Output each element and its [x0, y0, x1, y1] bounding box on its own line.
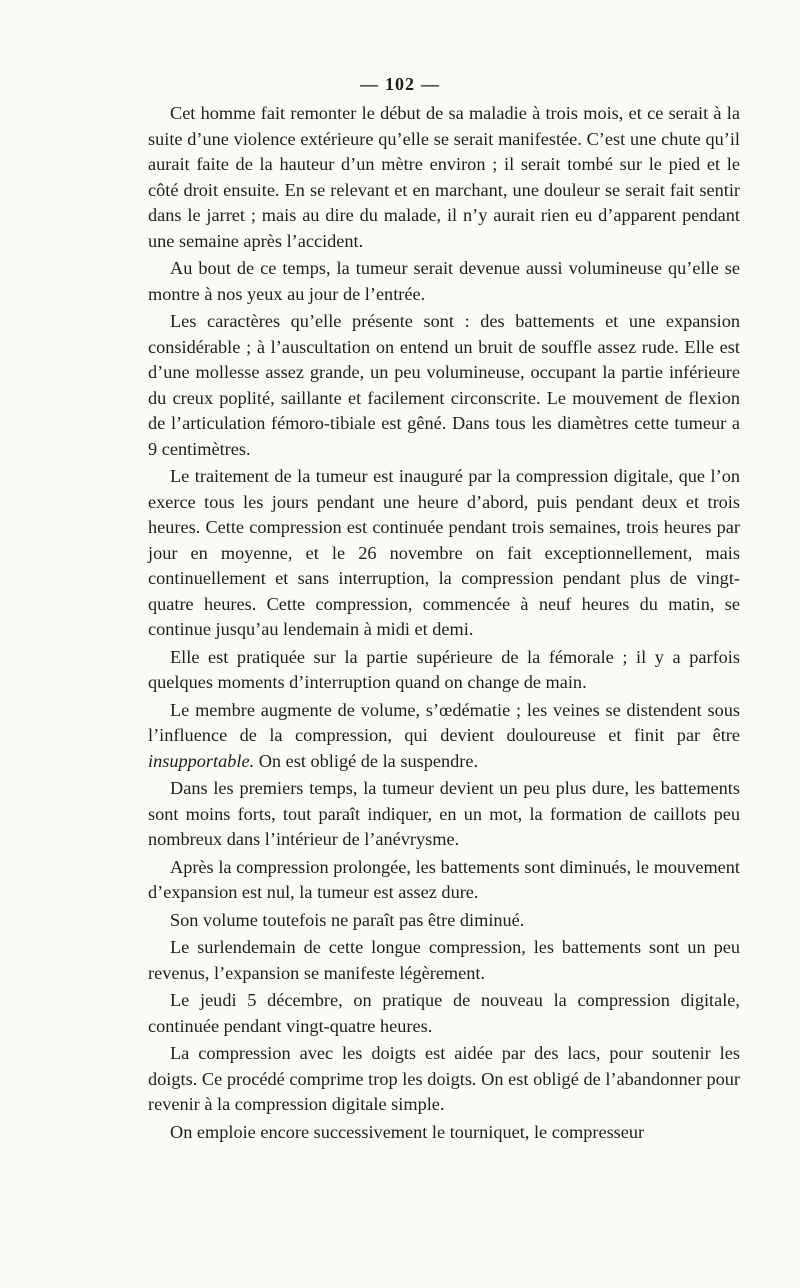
paragraph-text: Le membre augmente de volume, s’œdématie ; les veines se distendent sous l’influence de la compression, qui devient douloureuse et finit par être: [148, 699, 740, 745]
italic-emphasis: insupportable.: [148, 750, 255, 771]
paragraph: Le jeudi 5 décembre, on pratique de nouveau la compression digitale, continuée pendant vingt-quatre heures.: [148, 990, 740, 1036]
paragraph: Elle est pratiquée sur la partie supérieure de la fémorale ; il y a parfois quelques moments d’interruption quand on change de main.: [148, 646, 740, 692]
paragraph: [148, 698, 740, 775]
paragraph: Son volume toutefois ne paraît pas être diminué.: [170, 909, 525, 930]
paragraph-text: On est obligé de la suspendre.: [254, 750, 479, 771]
page-header: [0, 74, 800, 95]
paragraph: On emploie encore successivement le tourniquet, le compresseur: [170, 1121, 645, 1142]
paragraph: Les caractères qu’elle présente sont : des battements et une expansion considérable ; à l’auscultation on entend un bruit de souffle assez rude. Elle est d’une mollesse assez grande, un peu volumineuse, occupant la partie inférieure du creux poplité, saillante et facilement circonscrite. Le mouvement de flexion de l’articulation fémoro-tibiale est gêné. Dans tous les diamètres cette tumeur a 9 centimètres.: [148, 311, 740, 459]
paragraph: La compression avec les doigts est aidée par des lacs, pour soutenir les doigts. Ce procédé comprime trop les doigts. On est obligé de l’abandonner pour revenir à la compression digitale simple.: [148, 1043, 740, 1114]
paragraph: Le surlendemain de cette longue compression, les battements sont un peu revenus, l’expansion se manifeste légèrement.: [148, 937, 740, 983]
paragraph: Cet homme fait remonter le début de sa maladie à trois mois, et ce serait à la suite d’une violence extérieure qu’elle se serait manifestée. C’est une chute qu’il aurait faite de la hauteur d’un mètre environ ; il serait tombé sur le pied et le côté droit ensuite. En se relevant et en marchant, une douleur se serait fait sentir dans le jarret ; mais au dire du malade, il n’y aurait rien eu d’apparent pendant une semaine après l’accident.: [148, 103, 740, 251]
body-text: [148, 101, 740, 1147]
header-dash-right: —: [421, 74, 440, 94]
paragraph: Dans les premiers temps, la tumeur devient un peu plus dure, les battements sont moins forts, tout paraît indiquer, en un mot, la formation de caillots peu nombreux dans l’intérieur de l’anévrysme.: [148, 778, 740, 849]
paragraph: Le traitement de la tumeur est inauguré par la compression digitale, que l’on exerce tous les jours pendant une heure d’abord, puis pendant deux et trois heures. Cette compression est continuée pendant trois semaines, trois heures par jour en moyenne, et le 26 novembre on fait exceptionnellement, mais continuellement et sans interruption, la compression pendant plus de vingt-quatre heures. Cette compression, commencée à neuf heures du matin, se continue jusqu’au lendemain à midi et demi.: [148, 466, 740, 639]
page-number: 102: [385, 74, 415, 94]
header-dash-left: —: [360, 74, 379, 94]
paragraph: Après la compression prolongée, les battements sont diminués, le mouvement d’expansion est nul, la tumeur est assez dure.: [148, 856, 740, 902]
paragraph: Au bout de ce temps, la tumeur serait devenue aussi volumineuse qu’elle se montre à nos yeux au jour de l’entrée.: [148, 258, 740, 304]
